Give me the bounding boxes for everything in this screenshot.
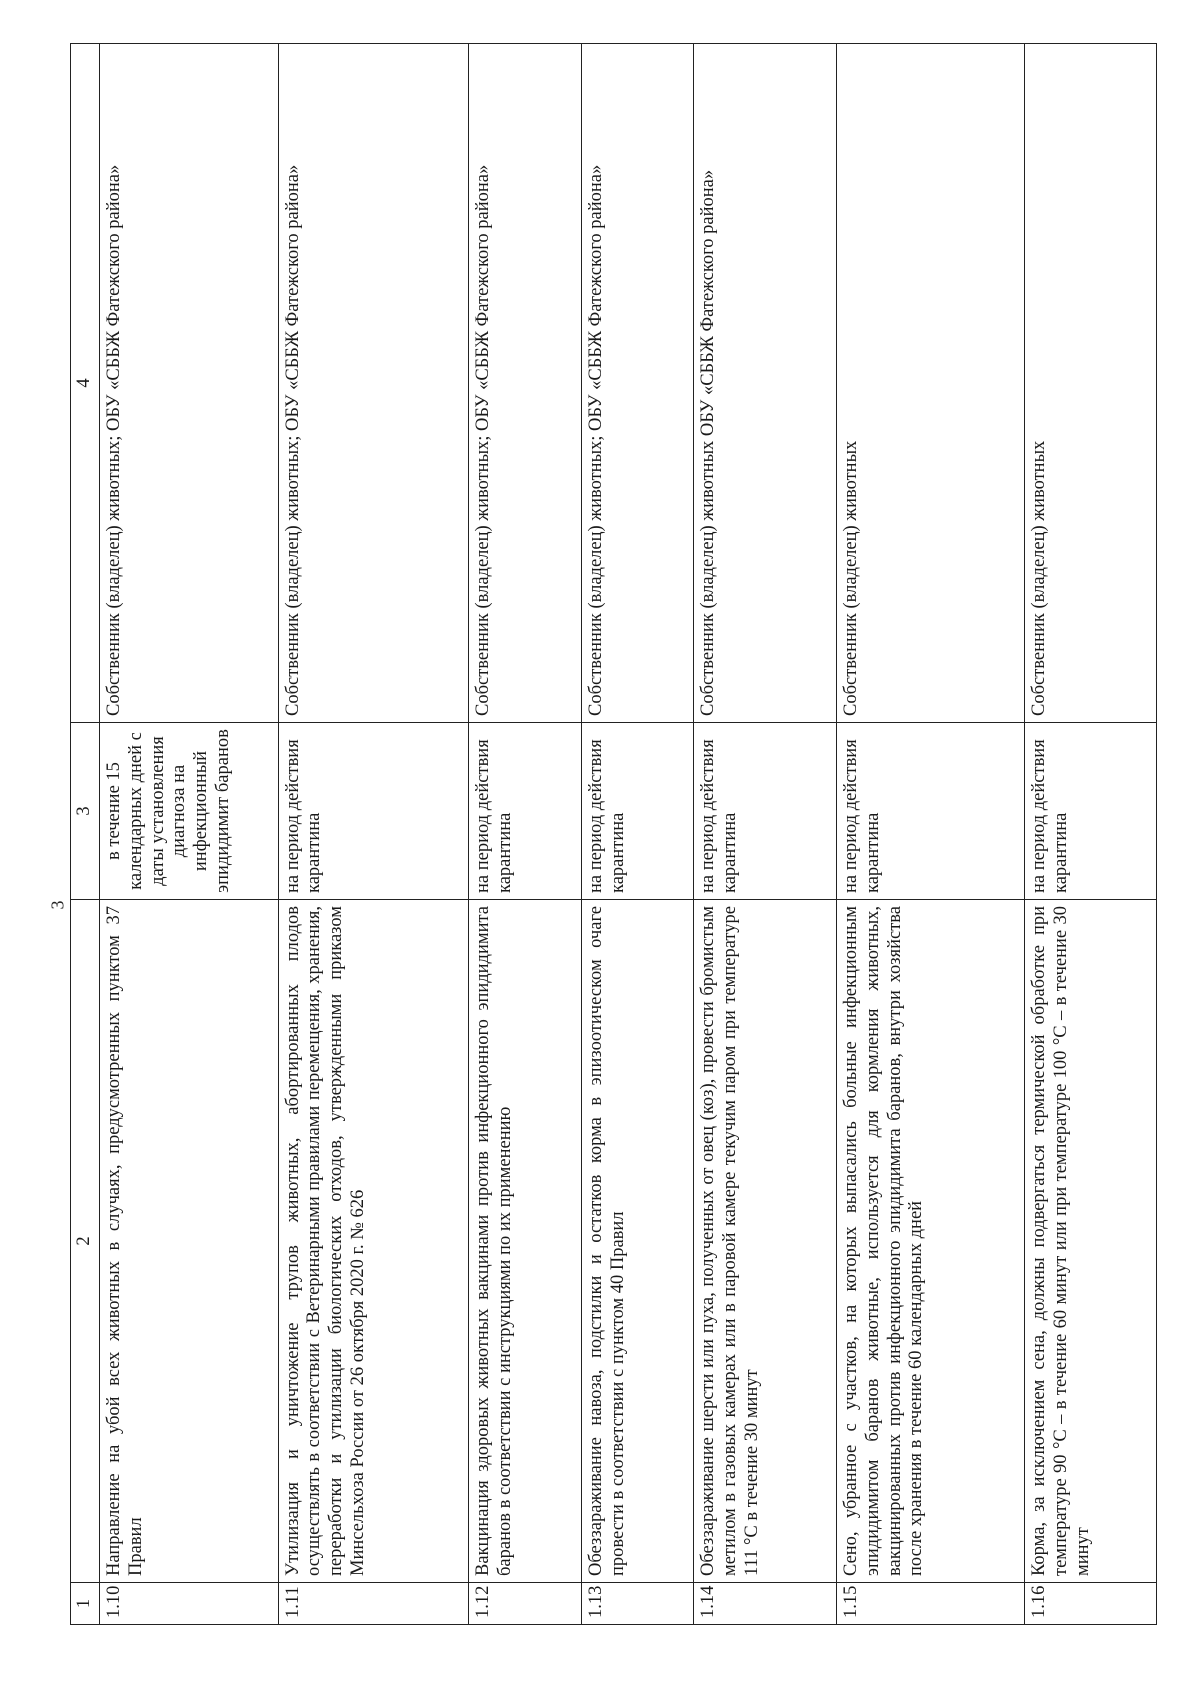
- measure-description: Обеззараживание навоза, подстилки и остатков корма в эпизоотическом очаге провести в соответствии с пунктом 40 Правил: [581, 900, 694, 1583]
- table-row: [694, 44, 836, 1625]
- measure-term: на период действия карантина: [581, 723, 694, 900]
- row-number: 1.11: [278, 1583, 468, 1625]
- measure-term: на период действия карантина: [278, 723, 468, 900]
- row-number: 1.14: [694, 1583, 836, 1625]
- measure-description: Обеззараживание шерсти или пуха, полученных от овец (коз), провести бромистым метилом в газовых камерах или в паровой камере текучим паром при температуре 111 °С в течение 30 минут: [694, 900, 836, 1583]
- row-number: 1.12: [468, 1583, 581, 1625]
- table-row: [836, 44, 1024, 1625]
- measure-description: Сено, убранное с участков, на которых выпасались больные инфекционным эпидидимитом баранов животные, используется для кормления животных, вакцинированных против инфекционного эпидидимита баранов, внутри хозяйства после хранения в течение 60 календарных дней: [836, 900, 1024, 1583]
- measure-term: на период действия карантина: [694, 723, 836, 900]
- measure-description: Корма, за исключением сена, должны подвергаться термической обработке при температуре 90 °С – в течение 60 минут или при температуре 100 °С – в течение 30 минут: [1025, 900, 1157, 1583]
- measure-description: Направление на убой всех животных в случаях, предусмотренных пунктом 37 Правил: [100, 900, 279, 1583]
- row-number: 1.16: [1025, 1583, 1157, 1625]
- measure-term: на период действия карантина: [468, 723, 581, 900]
- table-row: [100, 44, 279, 1625]
- row-number: 1.10: [100, 1583, 279, 1625]
- measure-responsible: Собственник (владелец) животных; ОБУ «СББЖ Фатежского района»: [278, 44, 468, 723]
- table-row: [1025, 44, 1157, 1625]
- row-number: 1.13: [581, 1583, 694, 1625]
- measure-responsible: Собственник (владелец) животных: [1025, 44, 1157, 723]
- measure-description: Утилизация и уничтожение трупов животных, абортированных плодов осуществлять в соответствии с Ветеринарными правилами перемещения, хранения, переработки и утилизации биологических отходов, утвержденными приказом Минсельхоза России от 26 октября 2020 г. № 626: [278, 900, 468, 1583]
- measure-term: на период действия карантина: [1025, 723, 1157, 900]
- table-row: [278, 44, 468, 1625]
- measure-term: в течение 15 календарных дней с даты установления диагноза на инфекционный эпидидимит баранов: [100, 723, 279, 900]
- column-header-3: 3: [71, 723, 100, 900]
- page-number: 3: [47, 900, 68, 910]
- rotated-document: [70, 44, 1157, 1625]
- column-header-1: 1: [71, 1583, 100, 1625]
- measure-responsible: Собственник (владелец) животных; ОБУ «СББЖ Фатежского района»: [581, 44, 694, 723]
- measure-description: Вакцинация здоровых животных вакцинами против инфекционного эпидидимита баранов в соответствии с инструкциями по их применению: [468, 900, 581, 1583]
- measure-term: на период действия карантина: [836, 723, 1024, 900]
- header-row: [71, 44, 100, 1625]
- measure-responsible: Собственник (владелец) животных: [836, 44, 1024, 723]
- row-number: 1.15: [836, 1583, 1024, 1625]
- measure-responsible: Собственник (владелец) животных; ОБУ «СББЖ Фатежского района»: [468, 44, 581, 723]
- measures-table: [70, 43, 1157, 1625]
- measure-responsible: Собственник (владелец) животных; ОБУ «СББЖ Фатежского района»: [100, 44, 279, 723]
- column-header-2: 2: [71, 900, 100, 1583]
- measure-responsible: Собственник (владелец) животных ОБУ «СББЖ Фатежского района»: [694, 44, 836, 723]
- column-header-4: 4: [71, 44, 100, 723]
- table-row: [581, 44, 694, 1625]
- table-row: [468, 44, 581, 1625]
